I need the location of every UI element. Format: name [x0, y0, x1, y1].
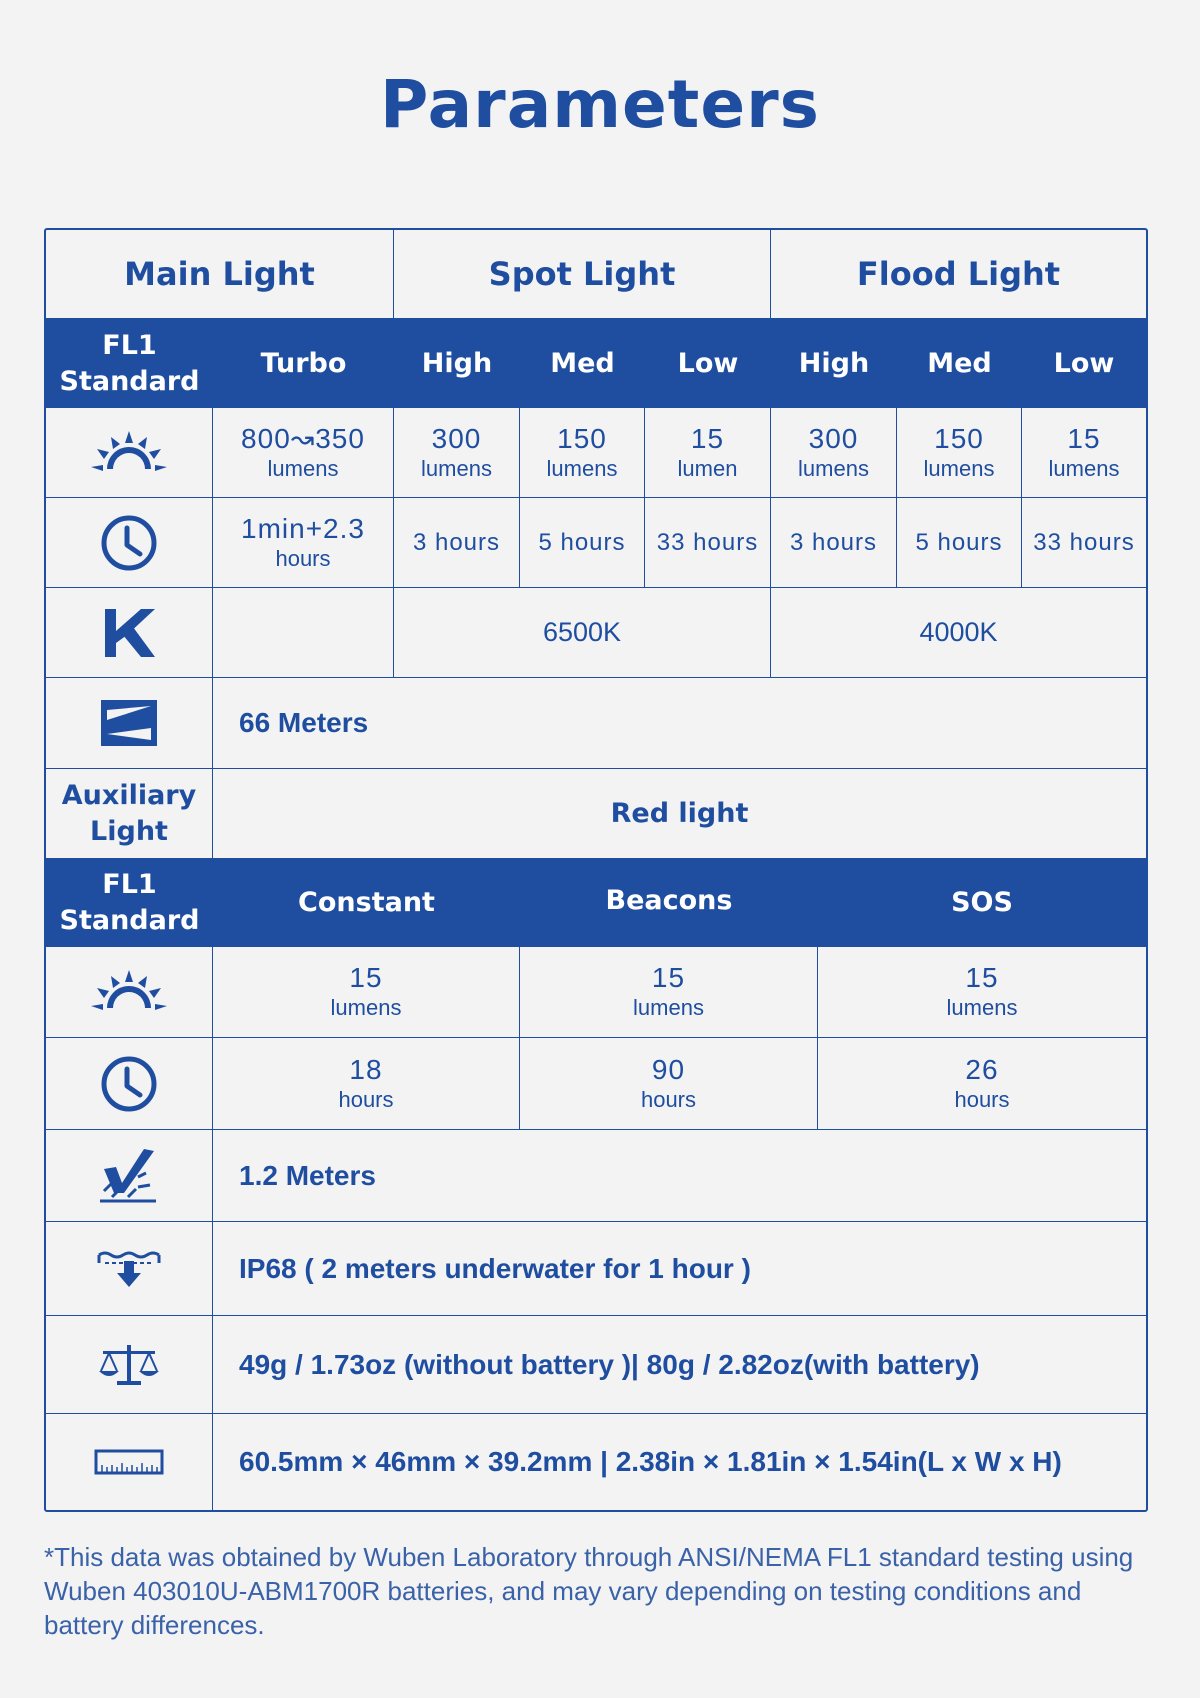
unit: lumens	[923, 455, 995, 481]
weight-value	[213, 1316, 1146, 1414]
aux-runtime-constant	[213, 1038, 520, 1130]
auxiliary-light-label	[46, 769, 213, 858]
unit: hours	[338, 1086, 394, 1112]
value: 5 hours	[915, 528, 1003, 556]
runtime-spot-med	[520, 498, 645, 588]
aux-lumens-sos	[818, 947, 1146, 1038]
aux-line1: Auxiliary	[61, 779, 197, 811]
unit: lumens	[546, 455, 618, 481]
ruler-icon	[46, 1414, 213, 1510]
value: 90	[651, 1053, 686, 1085]
value: 33 hours	[656, 528, 759, 556]
aux-runtime-beacons	[520, 1038, 818, 1130]
runtime-spot-high	[394, 498, 520, 588]
waterproof-icon	[46, 1222, 213, 1316]
mode-label: High	[798, 348, 870, 379]
value: 15	[349, 962, 383, 993]
fl1-text: FL1	[102, 329, 157, 361]
mode-flood-med	[897, 319, 1022, 408]
unit: hours	[640, 1086, 697, 1112]
cct-spot	[394, 588, 771, 678]
value: 26	[965, 1053, 999, 1085]
weight-scale-icon	[46, 1316, 213, 1414]
unit: lumens	[330, 995, 402, 1020]
mode-turbo	[213, 319, 394, 408]
value: 300	[808, 422, 859, 454]
lumens-flood-med	[897, 408, 1022, 498]
value: 5 hours	[538, 528, 626, 556]
mode-label: Med	[550, 348, 615, 379]
mode-label: Med	[927, 348, 992, 379]
unit: lumens	[633, 995, 704, 1020]
waterproof-value	[213, 1222, 1146, 1316]
value: 18	[349, 1053, 383, 1085]
mode-flood-low	[1022, 319, 1146, 408]
lumens-flood-high	[771, 408, 897, 498]
runtime-flood-med	[897, 498, 1022, 588]
cct-flood	[771, 588, 1146, 678]
value: 49g / 1.73oz (without battery )| 80g / 2.82oz(with battery)	[239, 1348, 980, 1380]
value: 150	[557, 422, 607, 454]
aux-lumens-beacons	[520, 947, 818, 1038]
value: 60.5mm × 46mm × 39.2mm | 2.38in × 1.81in × 1.54in(L x W x H)	[239, 1446, 1062, 1477]
header-spot-light-label: Spot Light	[488, 255, 676, 293]
lumens-flood-low	[1022, 408, 1146, 498]
lumens-turbo	[213, 408, 394, 498]
runtime-flood-high	[771, 498, 897, 588]
dimensions-value	[213, 1414, 1146, 1510]
value: 33 hours	[1033, 528, 1135, 556]
value: Red light	[610, 797, 749, 829]
mode-label: Turbo	[260, 348, 347, 379]
value: 150	[934, 422, 984, 454]
value: IP68 ( 2 meters underwater for 1 hour )	[239, 1252, 751, 1284]
mode-sos	[818, 858, 1146, 947]
value: 300	[431, 422, 482, 454]
impact-resistance-icon	[46, 1130, 213, 1222]
auxiliary-light-value	[213, 769, 1146, 858]
mode-spot-low	[645, 319, 771, 408]
unit: lumens	[267, 455, 339, 481]
unit: hours	[275, 545, 331, 571]
cct-main-empty	[213, 588, 394, 678]
aux-runtime-sos	[818, 1038, 1146, 1130]
value: 15	[1067, 422, 1101, 454]
mode-flood-high	[771, 319, 897, 408]
value: 1.2 Meters	[239, 1159, 376, 1191]
value: 66 Meters	[239, 707, 369, 738]
unit: lumens	[946, 995, 1018, 1020]
header-flood-light	[771, 230, 1146, 319]
mode-constant	[213, 858, 520, 947]
unit: hours	[954, 1086, 1010, 1112]
clock-icon	[46, 1038, 213, 1130]
value: 800↝350	[241, 422, 365, 454]
beam-distance-icon	[46, 678, 213, 769]
fl1-standard-label-2	[46, 858, 213, 947]
lumens-spot-high	[394, 408, 520, 498]
fl1-text: FL1	[102, 868, 157, 900]
kelvin-icon	[46, 588, 213, 678]
page-title: Parameters	[380, 66, 820, 143]
mode-label: Beacons	[605, 885, 733, 916]
header-spot-light	[394, 230, 771, 319]
standard-text: Standard	[59, 365, 200, 397]
footnote: *This data was obtained by Wuben Laboratory through ANSI/NEMA FL1 standard testing using Wuben 403010U-ABM1700R batteries, and may vary depending on testing conditions and battery differences.	[44, 1542, 1134, 1640]
aux-lumens-constant	[213, 947, 520, 1038]
runtime-turbo	[213, 498, 394, 588]
lumens-spot-low	[645, 408, 771, 498]
value: 15	[965, 962, 999, 993]
mode-label: Low	[677, 348, 739, 379]
mode-beacons	[520, 858, 818, 943]
mode-spot-high	[394, 319, 520, 408]
runtime-flood-low	[1022, 498, 1146, 588]
mode-label: Low	[1053, 348, 1115, 379]
value: 15	[651, 962, 686, 993]
beam-distance-value	[213, 678, 1146, 769]
mode-label: Constant	[298, 887, 435, 918]
mode-spot-med	[520, 319, 645, 408]
value: 6500K	[542, 617, 622, 647]
impact-resistance-value	[213, 1130, 1146, 1222]
runtime-spot-low	[645, 498, 771, 588]
value: 3 hours	[789, 528, 878, 556]
brightness-icon	[46, 947, 213, 1038]
value: 1min+2.3	[241, 512, 365, 544]
unit: lumen	[677, 455, 738, 481]
header-main-light-label: Main Light	[124, 255, 315, 293]
brightness-icon	[46, 408, 213, 498]
mode-label: SOS	[951, 887, 1013, 918]
aux-line2: Light	[90, 815, 168, 847]
header-main-light	[46, 230, 394, 319]
lumens-spot-med	[520, 408, 645, 498]
value: 4000K	[919, 617, 998, 647]
fl1-standard-label	[46, 319, 213, 408]
header-flood-light-label: Flood Light	[856, 255, 1061, 293]
standard-text: Standard	[59, 904, 200, 936]
parameters-table	[44, 228, 1148, 1512]
unit: lumens	[1048, 455, 1120, 481]
unit: lumens	[421, 455, 492, 481]
value: 15	[690, 422, 725, 454]
clock-icon	[46, 498, 213, 588]
value: 3 hours	[412, 528, 501, 556]
unit: lumens	[798, 455, 869, 481]
mode-label: High	[421, 348, 493, 379]
